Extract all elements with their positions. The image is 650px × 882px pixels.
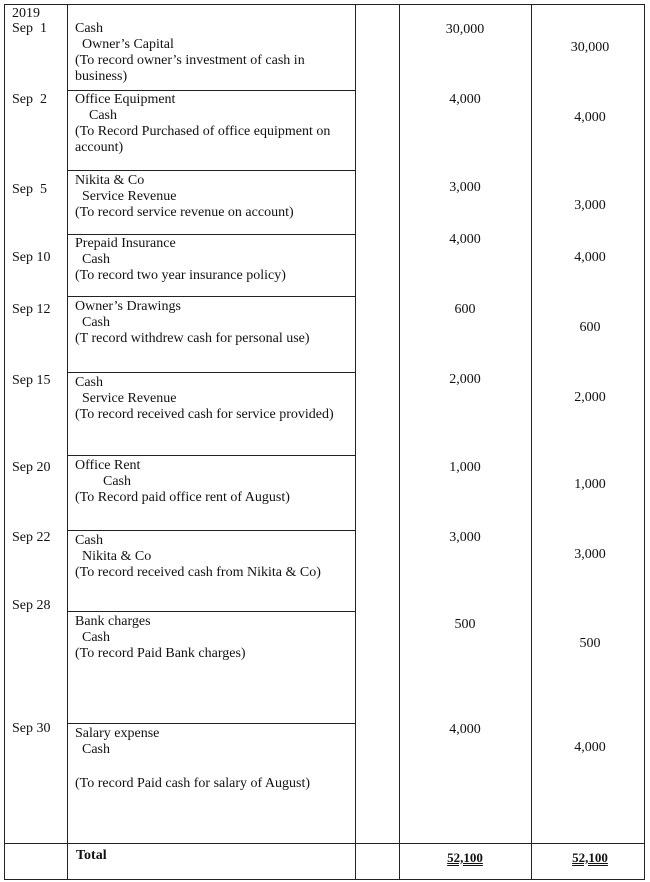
entry-note: (To Record paid office rent of August): [75, 490, 290, 505]
row-divider: [67, 455, 356, 456]
credit-account: Cash: [82, 315, 110, 330]
debit-account: Cash: [75, 533, 103, 548]
entry-date: Sep 5: [12, 182, 47, 197]
entry-note: (To record Paid cash for salary of August): [75, 776, 311, 791]
entry-date: Sep 22: [12, 530, 51, 545]
row-divider: [67, 611, 356, 612]
entry-date: Sep 15: [12, 373, 51, 388]
entry-description: [75, 533, 350, 581]
debit-amount: 3,000: [449, 530, 481, 545]
debit-amount: 30,000: [445, 22, 485, 37]
debit-account: Cash: [75, 375, 103, 390]
year-label: 2019: [12, 6, 40, 21]
row-divider: [67, 530, 356, 531]
entry-description: [75, 614, 350, 662]
credit-account: Cash: [103, 474, 131, 489]
entry-date: Sep 20: [12, 460, 51, 475]
row-divider: [67, 723, 356, 724]
entry-note: (To record owner’s investment of cash in business): [75, 53, 305, 84]
total-credit: 52,100: [572, 850, 608, 865]
credit-account: Owner’s Capital: [82, 37, 174, 52]
credit-amount: 4,000: [574, 110, 606, 125]
entry-note: (To record Paid Bank charges): [75, 646, 246, 661]
entry-note: (To record received cash for service provided): [75, 407, 334, 422]
entry-note: (To record service revenue on account): [75, 205, 294, 220]
entry-note: (To record received cash from Nikita & Co): [75, 565, 321, 580]
entry-description: [75, 92, 350, 156]
row-divider: [67, 234, 356, 235]
debit-account: Owner’s Drawings: [75, 299, 181, 314]
entry-description: [75, 375, 350, 423]
credit-amount: 4,000: [574, 740, 606, 755]
debit-amount: 4,000: [449, 92, 481, 107]
credit-amount: 600: [579, 320, 601, 335]
entry-note: (To record two year insurance policy): [75, 268, 286, 283]
divider-desc: [355, 4, 356, 880]
credit-amount: 500: [579, 636, 601, 651]
divider-ref: [399, 4, 400, 880]
credit-account: Service Revenue: [82, 391, 177, 406]
debit-account: Cash: [75, 21, 103, 36]
credit-account: Service Revenue: [82, 189, 177, 204]
divider-debit: [531, 4, 532, 880]
debit-amount: 3,000: [449, 180, 481, 195]
debit-amount: 600: [454, 302, 476, 317]
row-divider: [67, 372, 356, 373]
credit-account: Cash: [82, 630, 110, 645]
credit-amount: 2,000: [574, 390, 606, 405]
entry-date: Sep 12: [12, 302, 51, 317]
entry-date: Sep 10: [12, 250, 51, 265]
debit-account: Prepaid Insurance: [75, 236, 176, 251]
credit-account: Cash: [89, 108, 117, 123]
entry-description: [75, 458, 350, 506]
debit-amount: 2,000: [449, 372, 481, 387]
entry-description: [75, 173, 350, 221]
debit-account: Salary expense: [75, 726, 160, 741]
border-right: [644, 4, 645, 880]
credit-amount: 1,000: [574, 477, 606, 492]
debit-amount: 500: [454, 617, 476, 632]
debit-account: Nikita & Co: [75, 173, 145, 188]
row-divider: [67, 296, 356, 297]
total-debit: 52,100: [447, 850, 483, 865]
debit-account: Office Rent: [75, 458, 141, 473]
debit-amount: 4,000: [449, 722, 481, 737]
entry-date: Sep 1: [12, 21, 47, 36]
credit-amount: 30,000: [570, 40, 610, 55]
credit-account: Cash: [82, 742, 110, 757]
entry-date: Sep 30: [12, 721, 51, 736]
debit-account: Bank charges: [75, 614, 151, 629]
entry-description: [75, 236, 350, 284]
border-top: [4, 4, 645, 5]
row-divider: [67, 90, 356, 91]
total-label: Total: [76, 848, 107, 863]
entry-note: (T record withdrew cash for personal use): [75, 331, 310, 346]
debit-amount: 1,000: [449, 460, 481, 475]
entry-note: (To Record Purchased of office equipment on account): [75, 124, 331, 155]
border-bottom: [4, 879, 645, 880]
total-top-line: [4, 843, 645, 844]
debit-account: Office Equipment: [75, 92, 176, 107]
border-left: [4, 4, 5, 880]
entry-description: [75, 726, 350, 792]
credit-account: Cash: [82, 252, 110, 267]
divider-date: [67, 4, 68, 880]
debit-amount: 4,000: [449, 232, 481, 247]
entry-date: Sep 28: [12, 598, 51, 613]
entry-description: [75, 21, 350, 85]
credit-amount: 4,000: [574, 250, 606, 265]
entry-description: [75, 299, 350, 347]
row-divider: [67, 170, 356, 171]
credit-amount: 3,000: [574, 198, 606, 213]
entry-date: Sep 2: [12, 92, 47, 107]
credit-amount: 3,000: [574, 547, 606, 562]
credit-account: Nikita & Co: [82, 549, 152, 564]
